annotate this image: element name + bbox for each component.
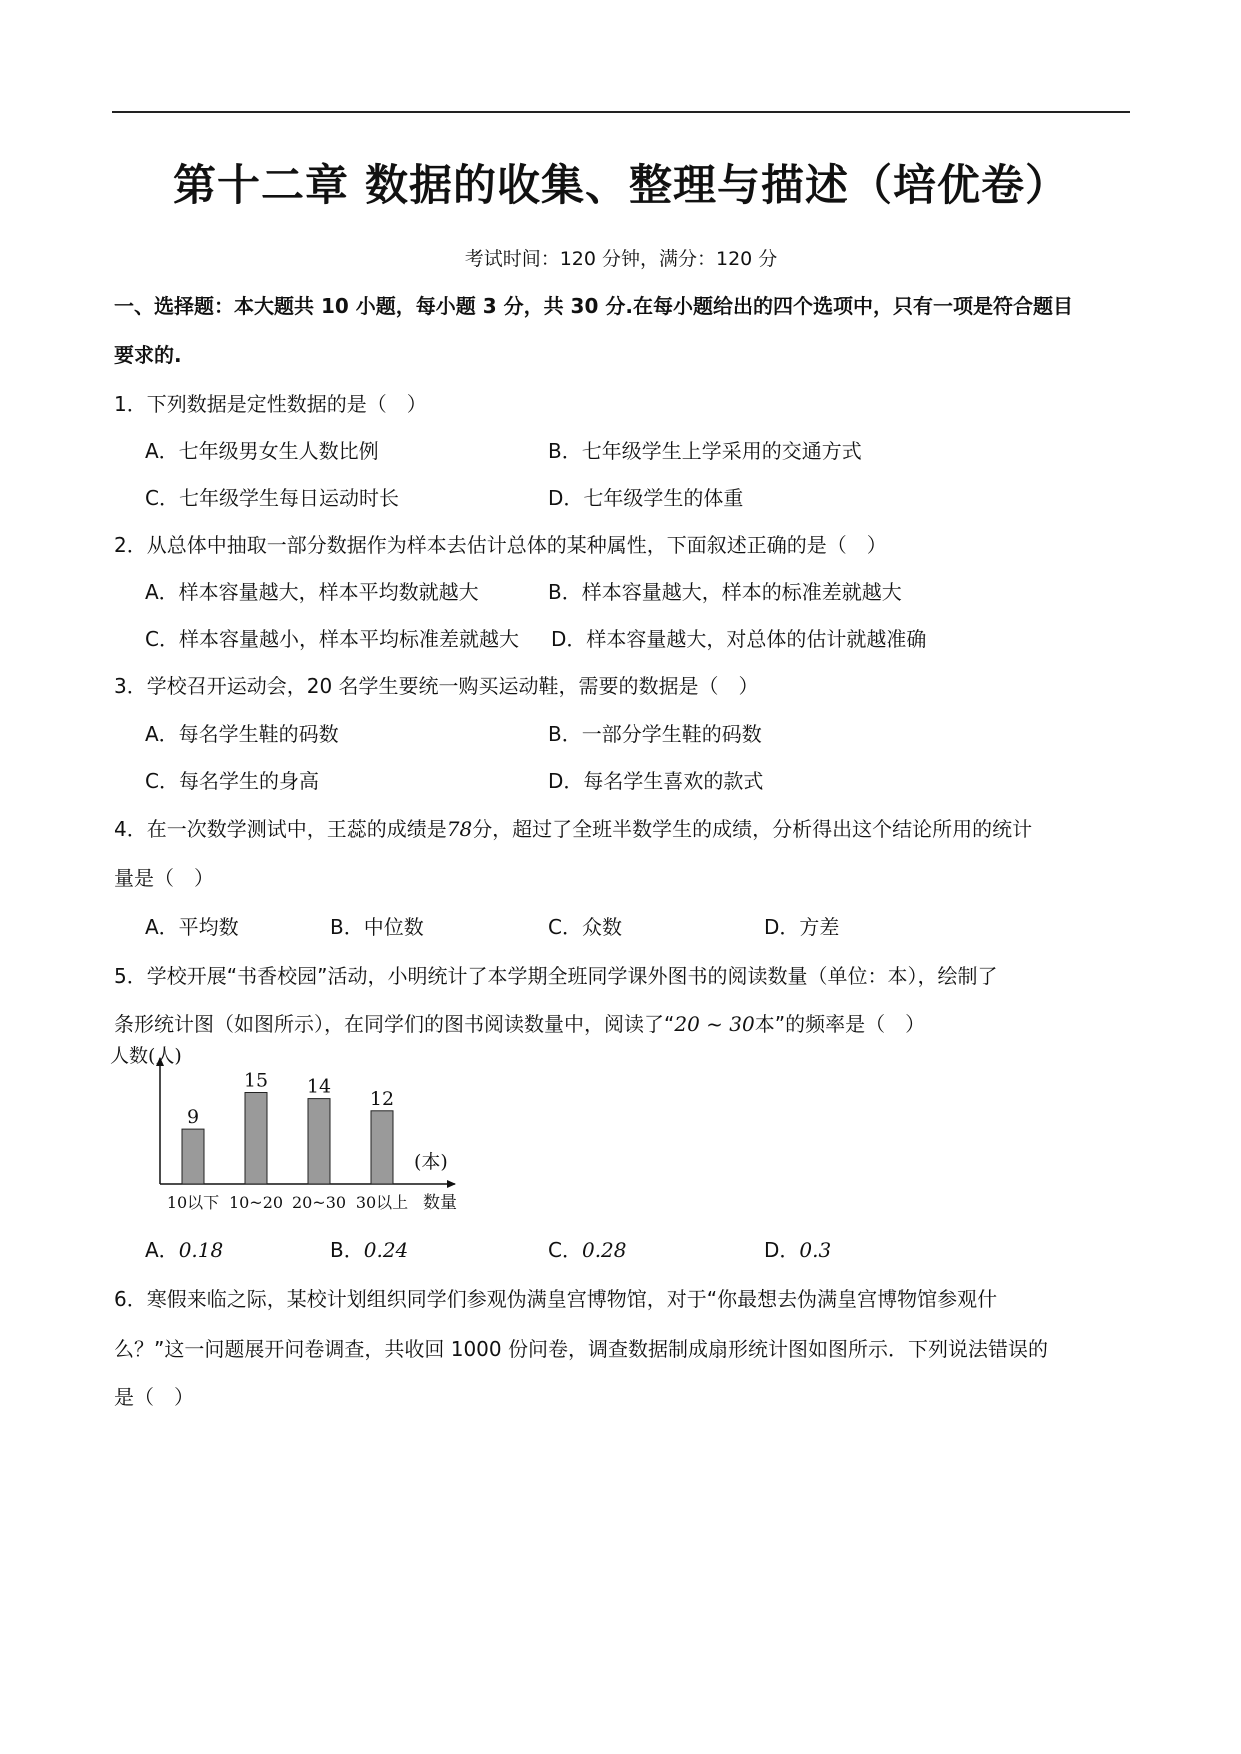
bar-value-label-0: 9	[186, 1106, 200, 1129]
question-3-option-c: C．每名学生的身高	[145, 769, 319, 793]
section-heading-line2: 要求的.	[114, 343, 182, 367]
question-3-option-a: A．每名学生鞋的码数	[145, 722, 339, 746]
x-axis-label: 数量	[423, 1193, 457, 1213]
question-2-option-b: B．样本容量越大，样本的标准差就越大	[548, 580, 902, 604]
bar-3	[371, 1111, 393, 1184]
bar-value-label-2: 14	[306, 1075, 332, 1098]
question-2-option-c: C．样本容量越小，样本平均标准差就越大	[145, 627, 519, 651]
question-4-option-a: A．平均数	[145, 915, 239, 939]
question-6-stem-line3: 是（ ）	[114, 1385, 194, 1409]
question-5-stem-part1: 条形统计图（如图所示），在同学们的图书阅读数量中，阅读了“	[114, 1012, 675, 1036]
question-5-option-b	[330, 1236, 408, 1264]
question-5-option-b-value: 0.24	[363, 1238, 409, 1262]
bar-1	[245, 1093, 267, 1185]
question-4-option-c: C．众数	[548, 915, 622, 939]
question-4-score: 78	[446, 817, 473, 841]
question-5-range: 20 ~ 30	[674, 1012, 755, 1036]
question-5-option-d	[764, 1236, 831, 1264]
header-rule	[112, 111, 1130, 113]
question-2-option-a: A．样本容量越大，样本平均数就越大	[145, 580, 479, 604]
x-axis-unit: (本)	[414, 1151, 448, 1173]
question-1-option-c: C．七年级学生每日运动时长	[145, 486, 399, 510]
question-1-option-d: D．七年级学生的体重	[548, 486, 744, 510]
question-4-option-b: B．中位数	[330, 915, 424, 939]
question-5-stem-part2: 本”的频率是（ ）	[754, 1012, 926, 1036]
x-tick-label-1: 10~20	[228, 1193, 284, 1212]
bar-0	[182, 1129, 204, 1184]
question-5-option-d-letter: D．	[764, 1238, 800, 1262]
page-title: 第十二章 数据的收集、整理与描述（培优卷）	[173, 161, 1069, 211]
section-heading-line1: 一、选择题：本大题共 10 小题，每小题 3 分，共 30 分.在每小题给出的四个选项中，只有一项是符合题目	[114, 294, 1073, 318]
question-4-option-d: D．方差	[764, 915, 840, 939]
question-4-stem-line2: 量是（ ）	[114, 866, 214, 890]
question-5-option-c	[548, 1236, 627, 1264]
bar-value-label-3: 12	[369, 1087, 395, 1110]
question-3-option-b: B．一部分学生鞋的码数	[548, 722, 762, 746]
question-3-stem: 3．学校召开运动会，20 名学生要统一购买运动鞋，需要的数据是（ ）	[114, 674, 759, 698]
question-6-stem-line1: 6．寒假来临之际，某校计划组织同学们参观伪满皇宫博物馆，对于“你最想去伪满皇宫博物馆参观什	[114, 1287, 998, 1311]
bar-chart	[110, 1040, 470, 1220]
exam-info: 考试时间：120 分钟，满分：120 分	[464, 248, 778, 270]
bar-2	[308, 1099, 330, 1184]
question-5-option-a	[145, 1236, 223, 1264]
question-5-option-c-letter: C．	[548, 1238, 582, 1262]
question-6-stem-line2: 么？”这一问题展开问卷调查，共收回 1000 份问卷，调查数据制成扇形统计图如图所示．下列说法错误的	[114, 1337, 1048, 1361]
question-4-stem	[114, 815, 1032, 843]
question-5-stem-line1: 5．学校开展“书香校园”活动，小明统计了本学期全班同学课外图书的阅读数量（单位：本），绘制了	[114, 964, 998, 988]
y-axis-label: 人数(人)	[110, 1045, 182, 1067]
x-tick-label-3: 30以上	[355, 1193, 409, 1212]
question-1-stem: 1．下列数据是定性数据的是（ ）	[114, 392, 427, 416]
question-2-stem: 2．从总体中抽取一部分数据作为样本去估计总体的某种属性，下面叙述正确的是（ ）	[114, 533, 887, 557]
question-5-stem-line2	[114, 1010, 925, 1038]
question-5-option-a-letter: A．	[145, 1238, 179, 1262]
question-5-option-b-letter: B．	[330, 1238, 364, 1262]
bar-group	[167, 1070, 408, 1213]
x-tick-label-2: 20~30	[291, 1193, 347, 1212]
question-4-stem-part2: 分，超过了全班半数学生的成绩，分析得出这个结论所用的统计	[472, 817, 1033, 841]
question-5-option-c-value: 0.28	[581, 1238, 627, 1262]
question-3-option-d: D．每名学生喜欢的款式	[548, 769, 764, 793]
question-2-option-d: D．样本容量越大，对总体的估计就越准确	[551, 627, 927, 651]
question-1-option-b: B．七年级学生上学采用的交通方式	[548, 439, 862, 463]
question-5-option-d-value: 0.3	[799, 1238, 832, 1262]
question-4-stem-part1: 4．在一次数学测试中，王蕊的成绩是	[114, 817, 447, 841]
question-5-option-a-value: 0.18	[178, 1238, 224, 1262]
question-1-option-a: A．七年级男女生人数比例	[145, 439, 379, 463]
bar-value-label-1: 15	[243, 1069, 269, 1092]
x-tick-label-0: 10以下	[166, 1193, 220, 1212]
